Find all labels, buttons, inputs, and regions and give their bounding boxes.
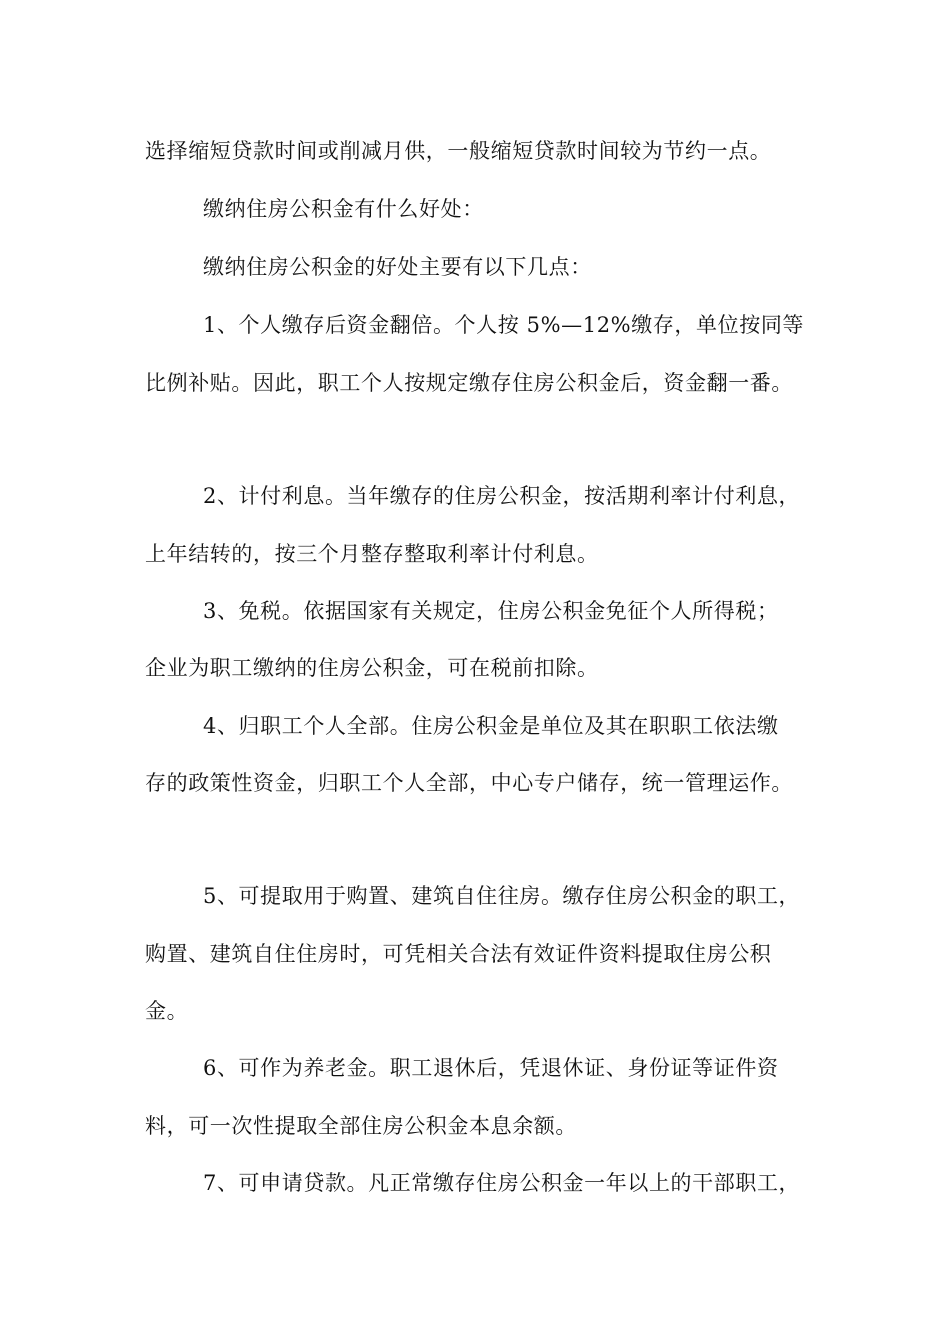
text-line: 缴纳住房公积金的好处主要有以下几点： — [203, 255, 592, 279]
text-line: 金。 — [145, 999, 189, 1023]
list-item-2: 2、计付利息。当年缴存的住房公积金，按活期利率计付利息， — [203, 484, 801, 508]
text-line: 存的政策性资金，归职工个人全部，中心专户储存，统一管理运作。 — [145, 771, 793, 795]
list-item-3: 3、免税。依据国家有关规定，住房公积金免征个人所得税； — [203, 599, 779, 623]
text-line: 比例补贴。因此，职工个人按规定缴存住房公积金后，资金翻一番。 — [145, 371, 793, 395]
list-item-7: 7、可申请贷款。凡正常缴存住房公积金一年以上的干部职工， — [203, 1171, 801, 1195]
text-line: 料，可一次性提取全部住房公积金本息余额。 — [145, 1114, 577, 1138]
list-item-6: 6、可作为养老金。职工退休后，凭退休证、身份证等证件资 — [203, 1056, 779, 1080]
list-item-5: 5、可提取用于购置、建筑自住往房。缴存住房公积金的职工， — [203, 884, 801, 908]
text-line: 企业为职工缴纳的住房公积金，可在税前扣除。 — [145, 656, 599, 680]
list-item-4: 4、归职工个人全部。住房公积金是单位及其在职职工依法缴 — [203, 714, 779, 738]
text-line: 选择缩短贷款时间或削减月供，一般缩短贷款时间较为节约一点。 — [145, 139, 772, 163]
text-line: 购置、建筑自住住房时，可凭相关合法有效证件资料提取住房公积 — [145, 942, 772, 966]
list-item-1: 1、个人缴存后资金翻倍。个人按 5%—12%缴存，单位按同等 — [203, 313, 805, 337]
text-line: 上年结转的，按三个月整存整取利率计付利息。 — [145, 542, 599, 566]
section-heading: 缴纳住房公积金有什么好处： — [203, 197, 484, 221]
